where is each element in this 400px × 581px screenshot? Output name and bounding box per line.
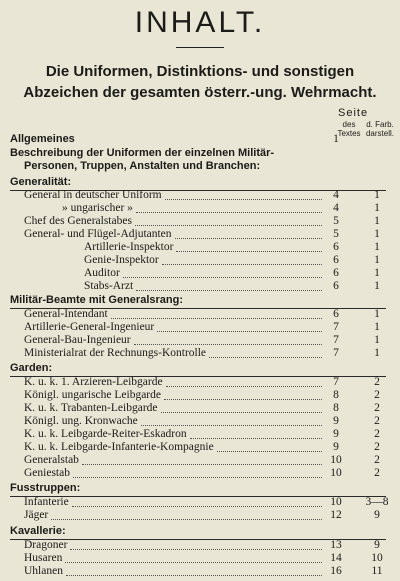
entry-plate-number: 2 <box>374 389 380 401</box>
dot-leader <box>209 347 322 358</box>
entry-label: General-Intendant <box>24 308 108 320</box>
entry-plate-number: 2 <box>374 415 380 427</box>
toc-entry <box>0 189 400 202</box>
entry-label: Artillerie-Inspektor <box>84 241 174 253</box>
entry-label: Königl. ungarische Leibgarde <box>24 389 161 401</box>
entry-label: Genie-Inspektor <box>84 254 159 266</box>
entry-page-number: 10 <box>330 467 342 479</box>
entry-page-number: 8 <box>333 402 339 414</box>
entry-label: Kavallerie: <box>10 525 66 537</box>
entry-page-number: 8 <box>333 389 339 401</box>
dot-leader <box>51 509 322 520</box>
entry-plate-number: 2 <box>374 454 380 466</box>
entry-plate-number: 1 <box>374 202 380 214</box>
entry-page-number: 6 <box>333 241 339 253</box>
entry-plate-number: 1 <box>374 347 380 359</box>
toc-entry <box>0 308 400 321</box>
entry-label: Auditor <box>84 267 120 279</box>
dot-leader <box>66 565 322 576</box>
entry-plate-number: 2 <box>374 376 380 388</box>
entry-page-number: 14 <box>330 552 342 564</box>
entry-label: Generalstab <box>24 454 79 466</box>
entry-plate-number: 11 <box>371 565 383 577</box>
entry-plate-number: 1 <box>374 241 380 253</box>
section-heading <box>0 525 400 538</box>
dot-leader <box>111 308 322 319</box>
entry-plate-number: 1 <box>374 189 380 201</box>
entry-page-number: 9 <box>333 428 339 440</box>
section-heading <box>0 294 400 307</box>
dot-leader <box>217 441 322 452</box>
entry-label: » ungarischer » <box>62 202 133 214</box>
entry-label: Husaren <box>24 552 63 564</box>
dot-leader <box>72 496 322 507</box>
entry-plate-number: 1 <box>374 308 380 320</box>
toc-entry <box>0 334 400 347</box>
entry-page-number: 9 <box>333 441 339 453</box>
entry-plate-number: 1 <box>374 228 380 240</box>
dot-leader <box>70 539 322 550</box>
section-heading <box>0 482 400 495</box>
dot-leader <box>165 189 322 200</box>
toc-entry <box>0 241 400 254</box>
toc-entry <box>0 321 400 334</box>
dot-leader <box>166 376 322 387</box>
column-header-des-textes: des Textes <box>337 120 361 138</box>
entry-label: Generalität: <box>10 176 72 188</box>
toc-entry <box>0 509 400 522</box>
section-heading <box>0 362 400 375</box>
section-heading <box>0 133 400 146</box>
entry-plate-number: 1 <box>374 280 380 292</box>
section-heading <box>0 147 400 160</box>
entry-label: K. u. k. Leibgarde-Reiter-Eskadron <box>24 428 187 440</box>
entry-plate-number: 1 <box>374 321 380 333</box>
entry-page-number: 13 <box>330 539 342 551</box>
entry-page-number: 9 <box>333 415 339 427</box>
entry-label: Allgemeines <box>10 133 75 145</box>
entry-plate-number: 10 <box>371 552 383 564</box>
entry-plate-number: 2 <box>374 428 380 440</box>
entry-label: Chef des Generalstabes <box>24 215 132 227</box>
entry-page-number: 7 <box>333 334 339 346</box>
entry-page-number: 12 <box>330 509 342 521</box>
dot-leader <box>136 202 322 213</box>
entry-page-number: 6 <box>333 254 339 266</box>
title-rule <box>176 47 224 48</box>
entry-label: Personen, Truppen, Anstalten und Branchen: <box>24 160 261 172</box>
toc-entry <box>0 496 400 509</box>
entry-plate-number: 9 <box>374 509 380 521</box>
entry-plate-number: 2 <box>374 467 380 479</box>
entry-label: Dragoner <box>24 539 68 551</box>
entry-label: K. u. k. 1. Arzieren-Leibgarde <box>24 376 163 388</box>
dot-leader <box>73 467 322 478</box>
dot-leader <box>161 402 322 413</box>
entry-page-number: 1 <box>333 133 339 145</box>
toc-entry <box>0 215 400 228</box>
entry-plate-number: 1 <box>374 334 380 346</box>
entry-label: Stabs-Arzt <box>84 280 134 292</box>
dot-leader <box>141 415 322 426</box>
entry-label: General- und Flügel-Adjutanten <box>24 228 172 240</box>
toc-entry <box>0 202 400 215</box>
dot-leader <box>136 280 322 291</box>
entry-label: General-Bau-Ingenieur <box>24 334 131 346</box>
entry-plate-number: 1 <box>374 215 380 227</box>
entry-label: Jäger <box>24 509 49 521</box>
dot-leader <box>134 334 322 345</box>
entry-label: Garden: <box>10 362 53 374</box>
page-title: INHALT. <box>134 6 266 39</box>
entry-page-number: 6 <box>333 308 339 320</box>
entry-plate-number: 1 <box>374 267 380 279</box>
entry-page-number: 6 <box>333 267 339 279</box>
entry-page-number: 6 <box>333 280 339 292</box>
entry-page-number: 10 <box>330 454 342 466</box>
subtitle-line-2: Abzeichen der gesamten österr.-ung. Wehrmacht. <box>23 84 377 101</box>
toc-entry <box>0 428 400 441</box>
dot-leader <box>164 389 322 400</box>
entry-page-number: 5 <box>333 228 339 240</box>
entry-page-number: 7 <box>333 321 339 333</box>
toc-entry <box>0 228 400 241</box>
toc-entry <box>0 565 400 578</box>
subtitle-line-1: Die Uniformen, Distinktions- und sonstigen <box>45 63 355 80</box>
toc-entry <box>0 376 400 389</box>
toc-entry <box>0 539 400 552</box>
toc-entry <box>0 441 400 454</box>
entry-label: Ministerialrat der Rechnungs-Kontrolle <box>24 347 207 359</box>
toc-entry <box>0 389 400 402</box>
entry-page-number: 7 <box>333 347 339 359</box>
toc-entry <box>0 347 400 360</box>
entry-plate-number: 2 <box>374 441 380 453</box>
toc-entry <box>0 267 400 280</box>
dot-leader <box>123 267 322 278</box>
entry-label: Uhlanen <box>24 565 63 577</box>
toc-entry <box>0 454 400 467</box>
entry-page-number: 10 <box>330 496 342 508</box>
entry-plate-number: 2 <box>374 402 380 414</box>
entry-plate-number: 1 <box>374 254 380 266</box>
toc-entry <box>0 467 400 480</box>
entry-page-number: 7 <box>333 376 339 388</box>
toc-entry <box>0 402 400 415</box>
dot-leader <box>176 241 322 252</box>
dot-leader <box>157 321 322 332</box>
toc-entry <box>0 280 400 293</box>
toc-entry <box>0 552 400 565</box>
entry-label: K. u. k. Leibgarde-Infanterie-Kompagnie <box>24 441 214 453</box>
section-heading <box>0 160 400 173</box>
section-heading <box>0 176 400 189</box>
dot-leader <box>190 428 322 439</box>
column-header-seite: Seite <box>338 107 369 119</box>
entry-label: General in deutscher Uniform <box>24 189 162 201</box>
entry-label: Geniestab <box>24 467 70 479</box>
entry-plate-number: 3—8 <box>365 496 389 508</box>
dot-leader <box>135 215 322 226</box>
column-header-farb-darstell: d. Farb. darstell. <box>365 120 394 138</box>
entry-page-number: 4 <box>333 202 339 214</box>
entry-plate-number: 9 <box>374 539 380 551</box>
dot-leader <box>65 552 322 563</box>
entry-label: Militär-Beamte mit Generalsrang: <box>10 294 183 306</box>
entry-page-number: 5 <box>333 215 339 227</box>
entry-label: K. u. k. Trabanten-Leibgarde <box>24 402 158 414</box>
toc-entry <box>0 254 400 267</box>
dot-leader <box>162 254 322 265</box>
dot-leader <box>82 454 322 465</box>
entry-page-number: 16 <box>330 565 342 577</box>
entry-label: Königl. ung. Kronwache <box>24 415 138 427</box>
entry-label: Fusstruppen: <box>10 482 81 494</box>
dot-leader <box>175 228 322 239</box>
entry-label: Infanterie <box>24 496 69 508</box>
entry-label: Beschreibung der Uniformen der einzelnen Militär- <box>10 147 275 159</box>
toc-entry <box>0 415 400 428</box>
entry-page-number: 4 <box>333 189 339 201</box>
entry-label: Artillerie-General-Ingenieur <box>24 321 155 333</box>
